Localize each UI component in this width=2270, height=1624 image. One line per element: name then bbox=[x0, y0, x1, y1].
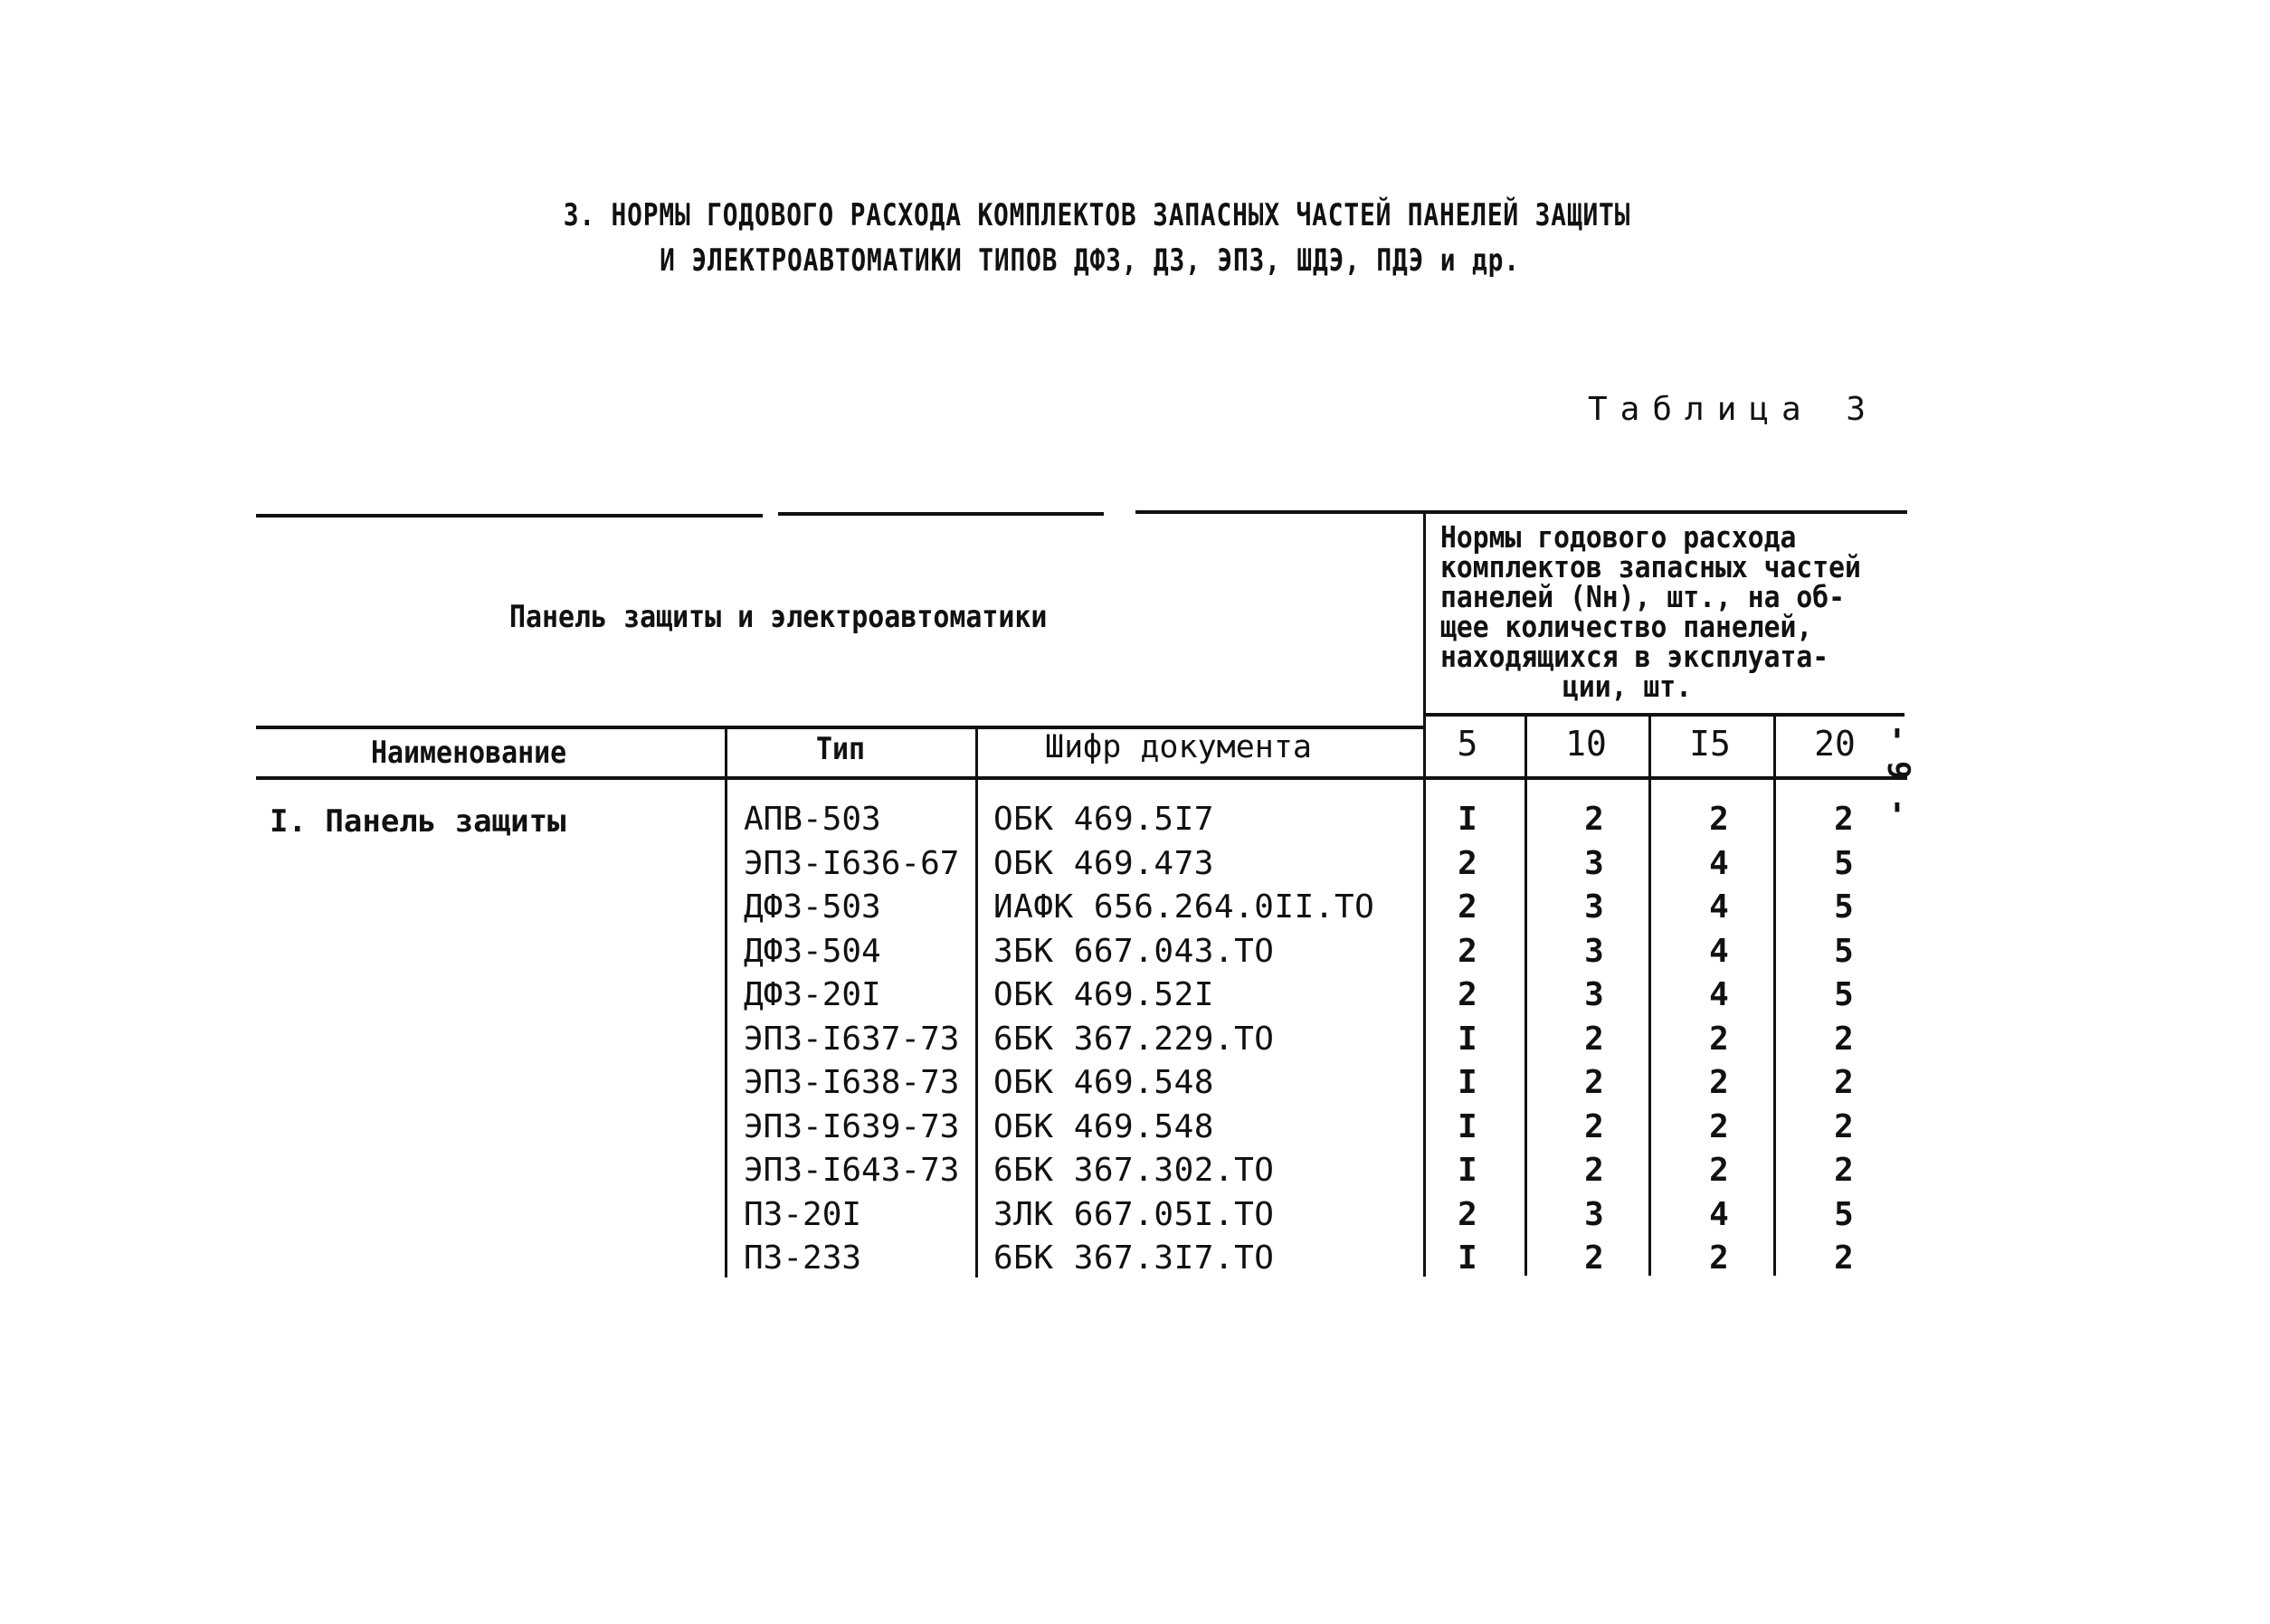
cell-doc: ОБК 469.473 bbox=[993, 844, 1214, 882]
cell-count: 2 bbox=[1458, 932, 1477, 970]
cell-count: I bbox=[1458, 1064, 1477, 1101]
column-header-name: Наименование bbox=[371, 735, 567, 771]
table-row bbox=[0, 1152, 2270, 1196]
cell-count: 2 bbox=[1458, 888, 1477, 926]
cell-type: ДФЗ-20I bbox=[744, 976, 881, 1013]
cell-count: 2 bbox=[1709, 1064, 1729, 1101]
table-row bbox=[0, 1239, 2270, 1284]
cell-count: 5 bbox=[1834, 844, 1854, 882]
table-top-rule-3 bbox=[1135, 510, 1907, 514]
column-header-count-10: 10 bbox=[1565, 724, 1607, 764]
page-number: - 9 - bbox=[1880, 724, 1916, 817]
table-row bbox=[0, 933, 2270, 977]
cell-count: 5 bbox=[1834, 932, 1854, 970]
table-body bbox=[0, 801, 2270, 1284]
cell-count: 2 bbox=[1834, 1152, 1854, 1189]
cell-count: 2 bbox=[1834, 1020, 1854, 1058]
norms-header bbox=[1440, 519, 1864, 704]
cell-type: АПВ-503 bbox=[744, 801, 881, 838]
cell-type: ЭПЗ-I636-67 bbox=[744, 844, 960, 882]
norms-header-line: Нормы годового расхода bbox=[1440, 519, 1797, 555]
section-name: I. Панель защиты bbox=[270, 803, 566, 840]
table-row bbox=[0, 1064, 2270, 1108]
cell-doc: 6БК 367.229.ТО bbox=[993, 1020, 1275, 1058]
cell-count: 2 bbox=[1709, 1020, 1729, 1058]
cell-count: I bbox=[1458, 1020, 1477, 1058]
cell-type: ЭПЗ-I639-73 bbox=[744, 1107, 960, 1145]
norms-header-line: щее количество панелей, bbox=[1440, 609, 1813, 644]
cell-count: 2 bbox=[1834, 801, 1854, 838]
table-row bbox=[0, 976, 2270, 1021]
cell-count: 3 bbox=[1584, 888, 1604, 926]
cell-count: 2 bbox=[1584, 801, 1604, 838]
table-row bbox=[0, 1021, 2270, 1065]
group-header: Панель защиты и электроавтоматики bbox=[509, 599, 1048, 635]
norms-header-line: панелей (Nн), шт., на об- bbox=[1440, 579, 1846, 614]
table-row bbox=[0, 1108, 2270, 1153]
cell-count: 2 bbox=[1584, 1064, 1604, 1101]
cell-doc: ОБК 469.52I bbox=[993, 976, 1214, 1013]
cell-count: 5 bbox=[1834, 976, 1854, 1013]
column-header-doc: Шифр документа bbox=[1045, 729, 1313, 765]
cell-doc: 3ЛК 667.05I.ТО bbox=[993, 1195, 1275, 1233]
column-header-count-5: 5 bbox=[1457, 724, 1478, 764]
table-top-rule-2 bbox=[778, 512, 1104, 516]
cell-type: ПЗ-20I bbox=[744, 1195, 862, 1233]
cell-count: 3 bbox=[1584, 844, 1604, 882]
norms-header-line: ции, шт. bbox=[1562, 669, 1693, 704]
column-header-count-20: 20 bbox=[1814, 724, 1856, 764]
norms-header-line: находящихся в эксплуата- bbox=[1440, 639, 1829, 674]
cell-count: 2 bbox=[1458, 844, 1477, 882]
cell-count: 4 bbox=[1709, 888, 1729, 926]
cell-count: 4 bbox=[1709, 932, 1729, 970]
cell-count: 2 bbox=[1458, 976, 1477, 1013]
table-row bbox=[0, 801, 2270, 845]
cell-type: ЭПЗ-I638-73 bbox=[744, 1064, 960, 1101]
cell-type: ЭПЗ-I637-73 bbox=[744, 1020, 960, 1058]
cell-type: ДФЗ-504 bbox=[744, 932, 881, 970]
cell-count: 5 bbox=[1834, 888, 1854, 926]
cell-count: 3 bbox=[1584, 932, 1604, 970]
cell-count: I bbox=[1458, 1107, 1477, 1145]
table-row bbox=[0, 845, 2270, 889]
cell-count: 2 bbox=[1834, 1064, 1854, 1101]
cell-doc: 6БК 367.3I7.ТО bbox=[993, 1239, 1275, 1277]
cell-count: I bbox=[1458, 1239, 1477, 1277]
table-row bbox=[0, 888, 2270, 933]
cell-count: 2 bbox=[1584, 1239, 1604, 1277]
cell-doc: ОБК 469.548 bbox=[993, 1107, 1214, 1145]
cell-count: 2 bbox=[1458, 1195, 1477, 1233]
cell-doc: 6БК 367.302.ТО bbox=[993, 1152, 1275, 1189]
cell-count: 4 bbox=[1709, 976, 1729, 1013]
cell-doc: ИАФК 656.264.0II.ТО bbox=[993, 888, 1375, 926]
cell-count: 2 bbox=[1584, 1152, 1604, 1189]
cell-type: ПЗ-233 bbox=[744, 1239, 862, 1277]
cell-count: 2 bbox=[1709, 801, 1729, 838]
cell-count: 3 bbox=[1584, 1195, 1604, 1233]
table-row bbox=[0, 1196, 2270, 1240]
cell-count: 2 bbox=[1584, 1020, 1604, 1058]
cell-type: ДФЗ-503 bbox=[744, 888, 881, 926]
cell-count: 2 bbox=[1709, 1107, 1729, 1145]
cell-count: 3 bbox=[1584, 976, 1604, 1013]
cell-type: ЭПЗ-I643-73 bbox=[744, 1152, 960, 1189]
cell-doc: ОБК 469.548 bbox=[993, 1064, 1214, 1101]
document-title-line-1: 3. НОРМЫ ГОДОВОГО РАСХОДА КОМПЛЕКТОВ ЗАПАСНЫХ ЧАСТЕЙ ПАНЕЛЕЙ ЗАЩИТЫ bbox=[563, 197, 1631, 233]
table-header-rule-right bbox=[1425, 713, 1904, 717]
column-header-count-15: I5 bbox=[1689, 724, 1731, 764]
cell-count: 4 bbox=[1709, 1195, 1729, 1233]
cell-count: 5 bbox=[1834, 1195, 1854, 1233]
cell-count: 2 bbox=[1834, 1107, 1854, 1145]
column-header-type: Тип bbox=[816, 731, 866, 767]
cell-doc: 3БК 667.043.ТО bbox=[993, 932, 1275, 970]
cell-count: I bbox=[1458, 1152, 1477, 1189]
norms-header-line: комплектов запасных частей bbox=[1440, 549, 1861, 584]
cell-doc: ОБК 469.5I7 bbox=[993, 801, 1214, 838]
cell-count: I bbox=[1458, 801, 1477, 838]
cell-count: 2 bbox=[1709, 1152, 1729, 1189]
cell-count: 2 bbox=[1834, 1239, 1854, 1277]
cell-count: 2 bbox=[1709, 1239, 1729, 1277]
table-top-rule-1 bbox=[256, 514, 763, 518]
table-columns-rule bbox=[256, 776, 1907, 780]
document-title-line-2: И ЭЛЕКТРОАВТОМАТИКИ ТИПОВ ДФЗ, ДЗ, ЭПЗ, ШДЭ, ПДЭ и др. bbox=[660, 242, 1520, 279]
cell-count: 4 bbox=[1709, 844, 1729, 882]
table-label: Таблица 3 bbox=[1588, 391, 1879, 428]
cell-count: 2 bbox=[1584, 1107, 1604, 1145]
